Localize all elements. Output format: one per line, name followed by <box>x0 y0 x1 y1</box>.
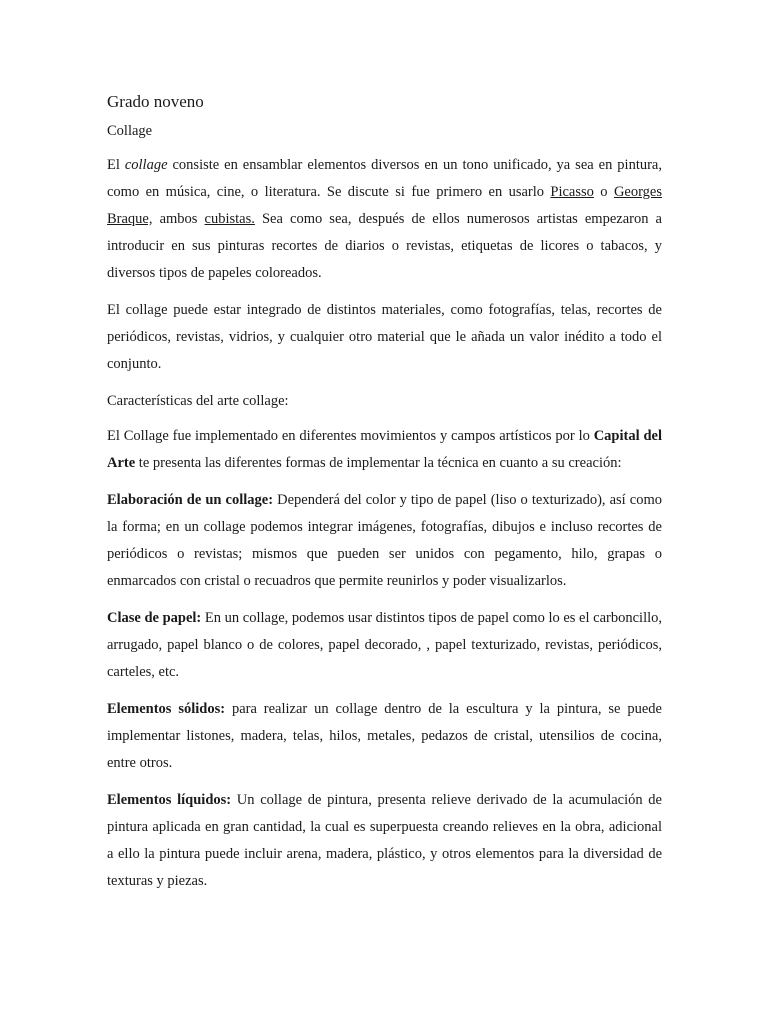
paragraph-clase-papel <box>107 605 662 686</box>
document-page <box>107 88 662 905</box>
item-text: para realizar un collage dentro de la escultura y la pintura, se puede implementar listones, madera, telas, hilos, metales, pedazos de cristal, utensilios de cocina, entre otros. <box>107 701 662 771</box>
item-text: Un collage de pintura, presenta relieve derivado de la acumulación de pintura aplicada en gran cantidad, la cual es superpuesta creando relieves en la obra, adicional a ello la pintura puede incluir arena, madera, plástico, y otros elementos para la diversidad de texturas y piezas. <box>107 792 662 889</box>
paragraph-intro <box>107 152 662 287</box>
document-title: Grado noveno <box>107 92 204 111</box>
text-run: te presenta las diferentes formas de implementar la técnica en cuanto a su creación: <box>135 455 622 471</box>
item-text: En un collage, podemos usar distintos tipos de papel como lo es el carboncillo, arrugado, papel blanco o de colores, papel decorado, , papel texturizado, revistas, periódicos, carteles, etc. <box>107 610 662 680</box>
text-run: El Collage fue implementado en diferentes movimientos y campos artísticos por lo <box>107 428 594 444</box>
paragraph-elementos-liquidos <box>107 787 662 895</box>
item-label: Elementos líquidos: <box>107 792 232 808</box>
paragraph-materials: El collage puede estar integrado de distintos materiales, como fotografías, telas, recortes de periódicos, revistas, vidrios, y cualquier otro material que le añada un valor inédito a todo el conjunto. <box>107 302 662 372</box>
paragraph-movements <box>107 423 662 477</box>
paragraph-features-heading: Características del arte collage: <box>107 393 289 409</box>
item-label: Elementos sólidos: <box>107 701 226 717</box>
text-run: El <box>107 157 125 173</box>
item-label: Clase de papel: <box>107 610 202 626</box>
bold-term: Capital del Arte <box>107 428 663 471</box>
text-run: consiste en ensamblar elementos diversos en un tono unificado, ya sea en pintura, como en música, cine, o literatura. Se discute si fue primero en usarlo <box>107 157 662 200</box>
item-text: Dependerá del color y tipo de papel (liso o texturizado), así como la forma; en un collage podemos integrar imágenes, fotografías, dibujos e incluso recortes de periódicos o revistas; mismos que pueden ser unidos con pegamento, hilo, grapas o enmarcados con cristal o recuadros que permite reunirlos y poder visualizarlos. <box>107 492 662 589</box>
text-run: ambos <box>152 211 205 227</box>
link-cubistas[interactable]: cubistas. <box>204 211 255 227</box>
paragraph-elementos-solidos <box>107 696 662 777</box>
link-picasso[interactable]: Picasso <box>550 184 594 200</box>
document-subtitle: Collage <box>107 123 153 139</box>
italic-term: collage <box>124 157 168 173</box>
paragraph-elaboracion <box>107 487 662 595</box>
item-label: Elaboración de un collage: <box>107 492 274 508</box>
link-georges-braque[interactable]: Georges Braque, <box>107 184 662 227</box>
text-run: o <box>593 184 614 200</box>
text-run: Sea como sea, después de ellos numerosos artistas empezaron a introducir en sus pinturas recortes de diarios o revistas, etiquetas de licores o tabacos, y diversos tipos de papeles coloreados. <box>107 211 662 281</box>
